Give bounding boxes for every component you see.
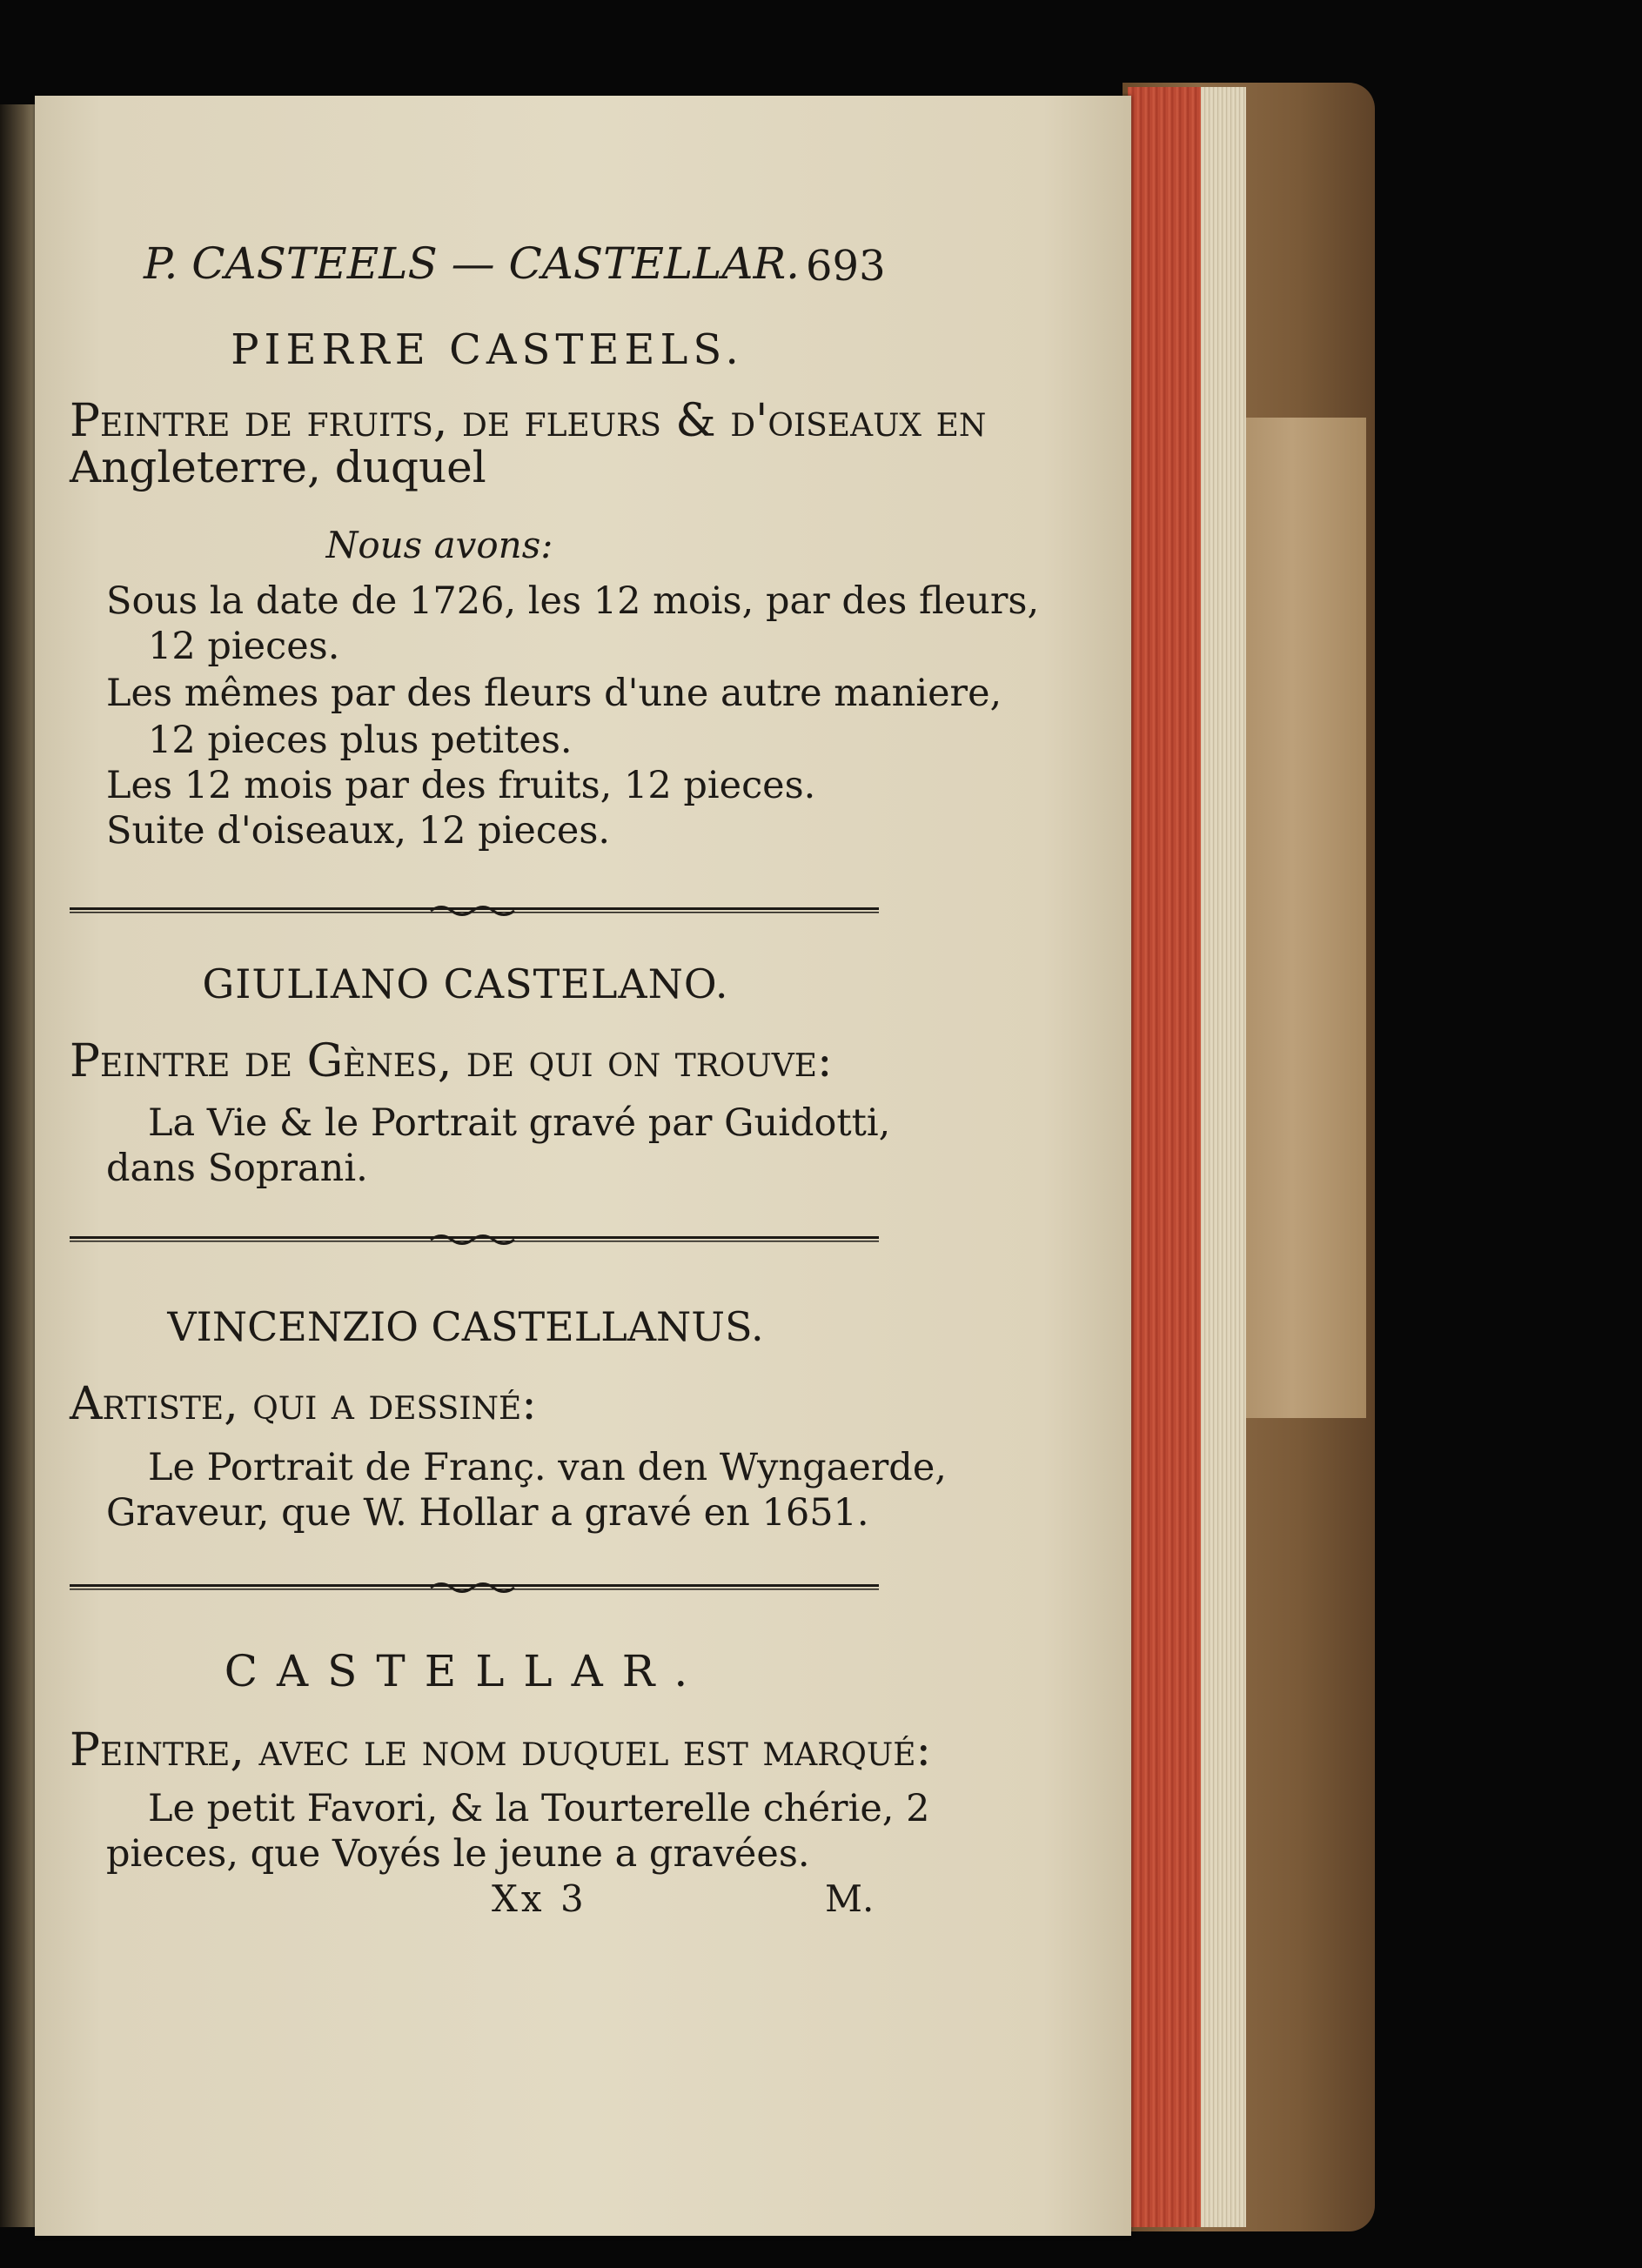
running-head-title: P. CASTEELS — CASTELLAR. (144, 238, 801, 289)
item-line: pieces, que Voyés le jeune a gravées. (106, 1832, 810, 1876)
item-line: Le Portrait de Franç. van den Wyngaerde, (148, 1446, 947, 1489)
entry-heading: VINCENZIO CASTELLANUS. (167, 1303, 764, 1350)
item-line: Les mêmes par des fleurs d'une autre maniere, (106, 672, 1002, 715)
entry-description-line: Artiste, qui a dessiné: (70, 1378, 537, 1430)
item-line: dans Soprani. (106, 1147, 368, 1190)
ornamental-rule (70, 905, 879, 917)
page-block-edges (1201, 87, 1246, 2227)
entry-heading: GIULIANO CASTELANO. (202, 960, 729, 1007)
signature-mark: Xx 3 (492, 1877, 587, 1920)
ornamental-rule (70, 1582, 879, 1594)
item-line: Les 12 mois par des fruits, 12 pieces. (106, 764, 816, 807)
item-line: Suite d'oiseaux, 12 pieces. (106, 809, 611, 853)
catchword: M. (825, 1877, 875, 1920)
entry-description-line: Angleterre, duquel (70, 442, 486, 492)
entry-description-line: Peintre de Gènes, de qui on trouve: (70, 1035, 833, 1087)
item-line: 12 pieces plus petites. (148, 719, 573, 762)
entry-heading: PIERRE CASTEELS. (231, 325, 744, 374)
entry-description-line: Peintre de fruits, de fleurs & d'oiseaux en (70, 395, 987, 447)
item-line: La Vie & le Portrait gravé par Guidotti, (148, 1101, 891, 1145)
ornamental-rule (70, 1234, 879, 1246)
entry-heading: CASTELLAR. (224, 1646, 707, 1696)
item-line: Sous la date de 1726, les 12 mois, par des fleurs, (106, 579, 1040, 623)
entry-description-line: Peintre, avec le nom duquel est marqué: (70, 1724, 931, 1776)
item-line: 12 pieces. (148, 625, 340, 668)
item-line: Graveur, que W. Hollar a gravé en 1651. (106, 1491, 869, 1535)
item-line: Le petit Favori, & la Tourterelle chérie, 2 (148, 1787, 930, 1830)
entry-subheading: Nous avons: (325, 524, 553, 566)
page-number: 693 (806, 242, 886, 291)
left-page-edge (0, 104, 38, 2227)
